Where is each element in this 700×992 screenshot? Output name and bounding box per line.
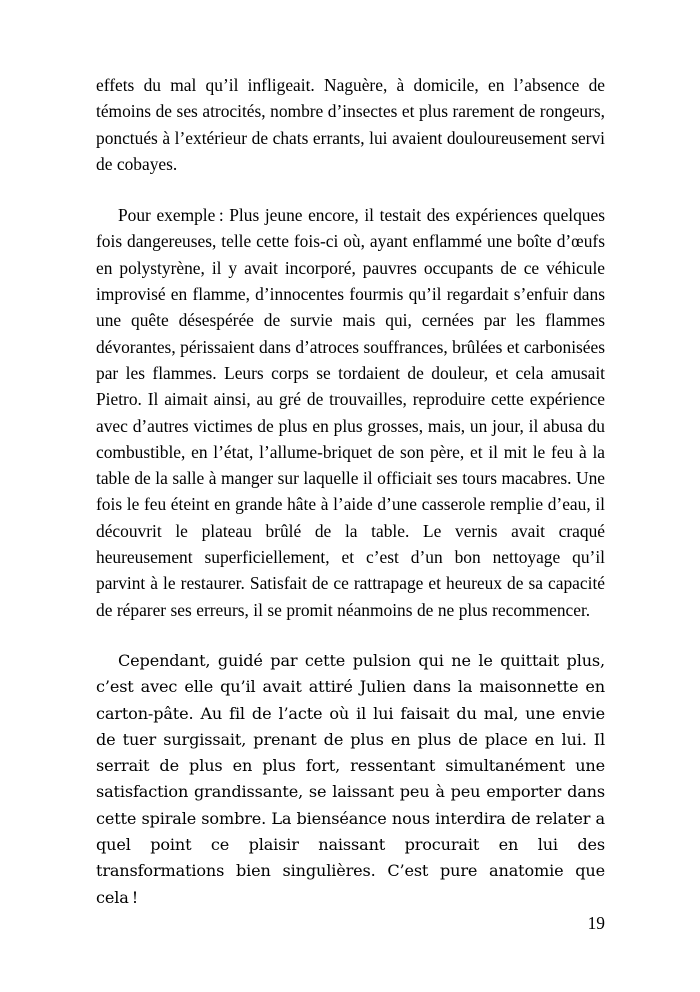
page-number: 19 — [587, 913, 605, 933]
body-paragraph: effets du mal qu’il infligeait. Naguère, à domicile, en l’absence de témoins de ses atrocités, nombre d’insectes et plus rarement de rongeurs, ponctués à l’extérieur de chats errants, lui avaient douloureusement servi de cobayes. — [96, 75, 605, 174]
body-paragraph: Pour exemple : Plus jeune encore, il testait des expériences quelques fois dangereuses, telle cette fois-ci où, ayant enflammé une boîte d’œufs en polystyrène, il y avait incorporé, pauvres occupants de ce véhicule improvisé en flamme, d’innocentes fourmis qu’il regardait s’enfuir dans une quête désespérée de survie mais qui, cernées par les flammes dévorantes, périssaient dans d’atroces souffrances, brûlées et carbonisées par les flammes. Leurs corps se tordaient de douleur, et cela amusait Pietro. Il aimait ainsi, au gré de trouvailles, reproduire cette expérience avec d’autres victimes de plus en plus grosses, mais, un jour, il abusa du combustible, en l’état, l’allume-briquet de son père, et il mit le feu à la table de la salle à manger sur laquelle il officiait ses tours macabres. Une fois le feu éteint en grande hâte à l’aide d’une casserole remplie d’eau, il découvrit le plateau brûlé de la table. Le vernis avait craqué heureusement superficiellement, et c’est d’un bon nettoyage qu’il parvint à le restaurer. Satisfait de ce rattrapage et heureux de sa capacité de réparer ses erreurs, il se promit néanmoins de ne plus recommencer. — [96, 205, 605, 620]
body-paragraph: Cependant, guidé par cette pulsion qui ne le quittait plus, c’est avec elle qu’il avait attiré Julien dans la maisonnette en carton-pâte. Au fil de l’acte où il lui faisait du mal, une envie de tuer surgissait, prenant de plus en plus de place en lui. Il serrait de plus en plus fort, ressentant simultanément une satisfaction grandissante, se laissant peu à peu emporter dans cette spirale sombre. La bienséance nous interdira de relater a quel point ce plaisir naissant procurait en lui des transformations bien singulières. C’est pure anatomie que cela ! — [96, 650, 605, 907]
page-text-body — [96, 72, 605, 911]
